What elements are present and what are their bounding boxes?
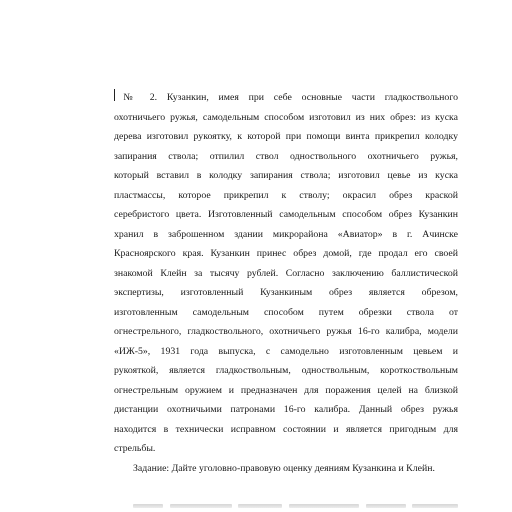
text-line: изготовленным самодельным способом путем обрезки ствола от [114,306,458,318]
text-line: «ИЖ-5», 1931 года выпуска, с самодельно изготовленным цевьем и [114,345,458,357]
cut-off-word [289,504,359,508]
text-line: запирания ствола; отпилил ствол одноствольного охотничьего ружья, [114,150,458,162]
text-line: экспертизы, изготовленный Кузанкиным обрез является обрезом, [114,287,458,298]
text-line: пластмассы, которое прикрепил к стволу; окрасил обрез краской [114,189,458,201]
cut-off-word [170,504,232,508]
cut-off-word [412,504,458,508]
text-cursor [114,89,115,101]
text-line: рукояткой, является гладкоствольным, одноствольным, короткоствольным [114,365,458,376]
text-line: хранил в заброшенном здании микрорайона «Авиатор» в г. Ачинске [114,228,458,240]
text-line: стрельбы. [114,443,156,454]
text-line: дистанции охотничьими патронами 16-го калибра. Данный обрез ружья [114,404,458,415]
text-line: дерева изготовил рукоятку, к которой при помощи винта прикрепил колодку [114,131,458,142]
text-line: Красноярского края. Кузанкин принес обрез домой, где продал его своей [114,248,458,259]
text-line: огнестрельным оружием и предназначен для поражения целей на близкой [114,384,458,396]
text-line: находится в технически исправном состоянии и является пригодным для [114,423,458,435]
text-line: знакомой Клейн за тысячу рублей. Согласно заключению баллистической [114,267,458,279]
task-statement: Задание: Дайте уголовно-правовую оценку деяниям Кузанкина и Клейн. [133,462,435,474]
cut-off-word [133,504,163,508]
problem-text [114,88,458,478]
text-line: охотничьего ружья, самодельным способом изготовил из них обрез: из куска [114,111,458,123]
text-line: № 2. Кузанкин, имея при себе основные части гладкоствольного [114,88,458,108]
cut-off-word [238,504,282,508]
cut-off-text-line [114,494,458,508]
text-line: огнестрельного, гладкоствольного, охотничьего ружья 16-го калибра, модели [114,326,458,337]
cut-off-word [366,504,406,508]
text-line: который вставил в колодку запирания ствола; изготовил цевье из куска [114,170,458,181]
text-line: серебристого цвета. Изготовленный самодельным способом обрез Кузанкин [114,209,458,220]
